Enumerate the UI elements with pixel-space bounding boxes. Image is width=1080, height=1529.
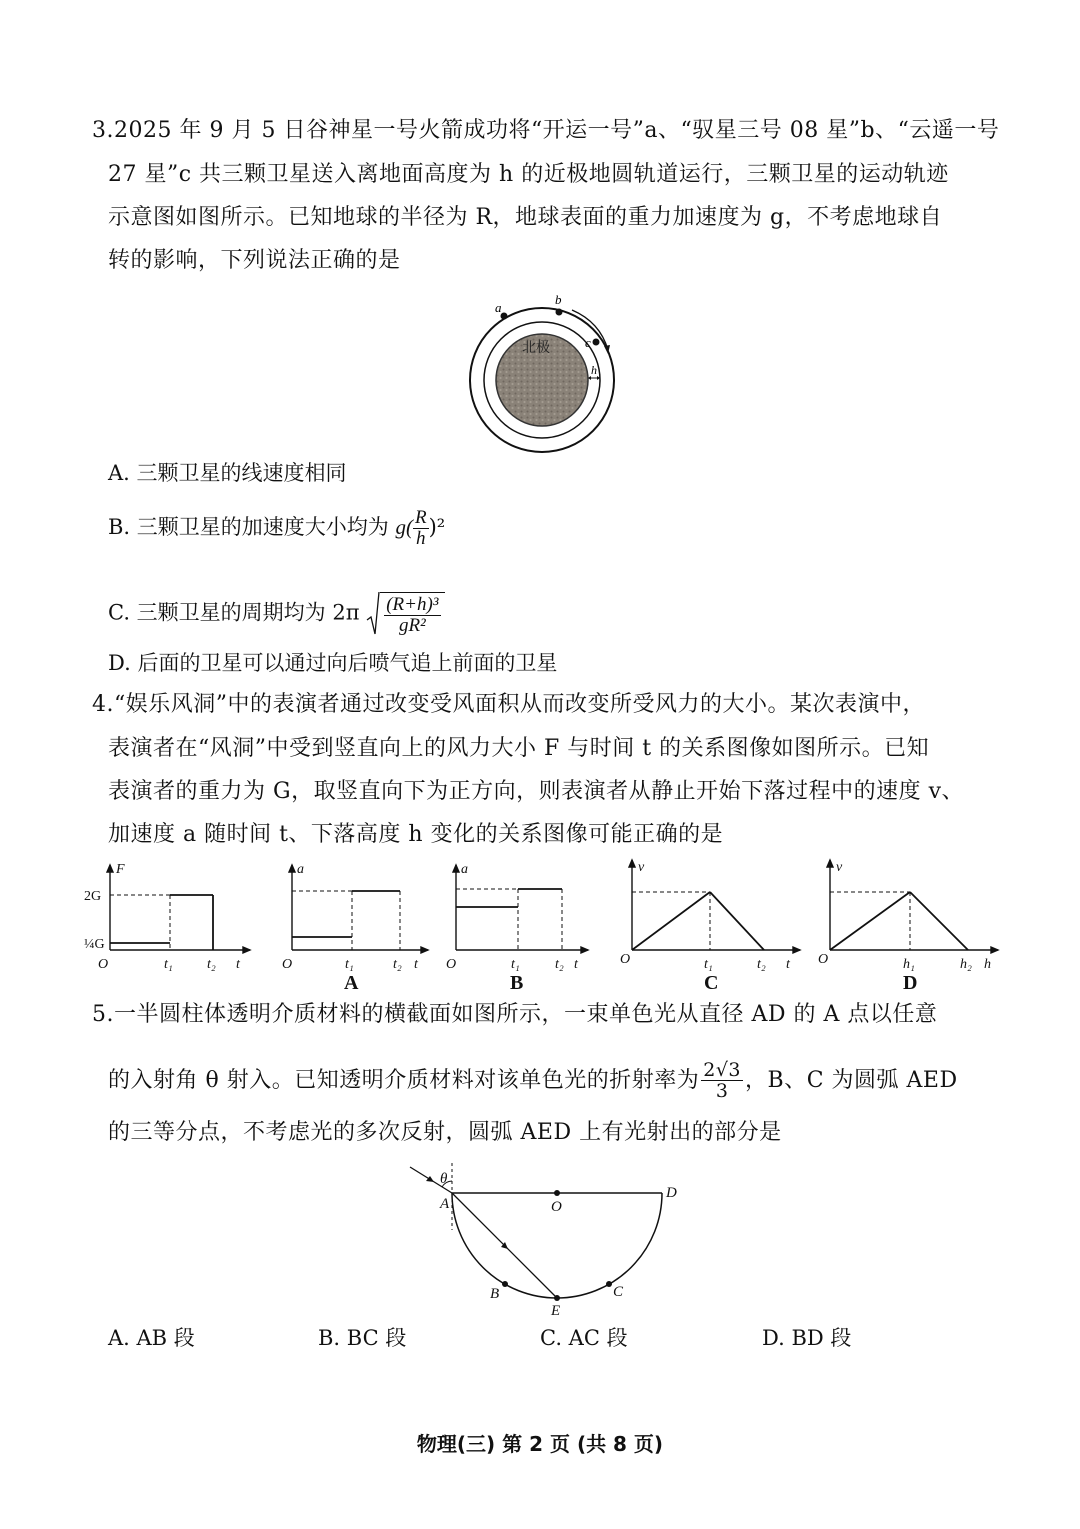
- q4-line-2: 表演者在“风洞”中受到竖直向上的风力大小 F 与时间 t 的关系图像如图所示。已知: [108, 736, 930, 761]
- sqrt-sign-icon: [366, 590, 380, 638]
- graph-c-y-label: v: [638, 860, 645, 875]
- page-footer: 物理(三) 第 2 页 (共 8 页): [416, 1432, 664, 1456]
- graph-a-x-label: t: [414, 957, 418, 972]
- graph-force-y-label: F: [116, 862, 125, 877]
- q5-refractive-index: [701, 1060, 743, 1101]
- satellite-c: [593, 339, 600, 346]
- q3-option-c-text: C. 三颗卫星的周期均为: [108, 600, 326, 625]
- graph-c-t1: t₁: [704, 957, 713, 972]
- graph-a-origin: O: [282, 957, 293, 972]
- graph-force-t1: t₁: [164, 957, 173, 972]
- q3-option-c: [108, 590, 445, 638]
- q4-line-3: 表演者的重力为 G，取竖直向下为正方向，则表演者从静止开始下落过程中的速度 v、: [108, 779, 964, 804]
- label-c: c: [585, 335, 591, 350]
- graph-b-caption: B: [510, 972, 524, 994]
- orbit-figure: [460, 290, 640, 460]
- graph-a: [289, 865, 428, 953]
- q3-option-b-suffix: )²: [428, 515, 446, 539]
- label-b: b: [555, 292, 562, 307]
- graph-d-origin: O: [818, 952, 829, 967]
- q3-option-b-num: R: [414, 507, 427, 528]
- graph-b-x-label: t: [574, 957, 578, 972]
- label-point-d: D: [666, 1185, 677, 1201]
- q4-graphs: [80, 855, 1010, 985]
- graph-force-2g: 2G: [84, 889, 102, 904]
- q5-option-b: B. BC 段: [318, 1326, 407, 1350]
- q3-option-b-fraction: [413, 508, 429, 549]
- label-h: h: [591, 363, 597, 377]
- earth-label: 北极: [522, 341, 550, 356]
- graph-b-origin: O: [446, 957, 457, 972]
- q3-option-b-g: g(: [395, 515, 413, 539]
- graph-a-caption: A: [344, 972, 359, 994]
- q5-option-d: D. BD 段: [762, 1326, 852, 1350]
- q5-line-2-suffix: ，B、C 为圆弧 AED: [745, 1067, 958, 1093]
- q3-line-2: 27 星”c 共三颗卫星送入离地面高度为 h 的近极地圆轨道运行，三颗卫星的运动轨迹: [108, 162, 949, 187]
- q3-option-c-coef: 2π: [332, 600, 360, 625]
- graph-c-origin: O: [620, 952, 631, 967]
- graph-a-t2: t₂: [393, 957, 402, 972]
- graph-d-h2: h₂: [960, 957, 972, 972]
- graph-force-quarter-g: ¼G: [84, 937, 105, 952]
- graph-c: [629, 860, 800, 953]
- graph-b-t1: t₁: [511, 957, 520, 972]
- satellite-a: [501, 313, 508, 320]
- graph-d-x-label: h: [984, 957, 991, 972]
- q5-line-3: 的三等分点，不考虑光的多次反射，圆弧 AED 上有光射出的部分是: [108, 1120, 782, 1145]
- graph-d-h1: h₁: [903, 957, 915, 972]
- q5-line-2-text: 的入射角 θ 射入。已知透明介质材料对该单色光的折射率为: [108, 1067, 700, 1093]
- label-point-e: E: [551, 1303, 561, 1319]
- q3-option-c-den: gR²: [398, 615, 426, 636]
- q4-line-1: 4.“娱乐风洞”中的表演者通过改变受风面积从而改变所受风力的大小。某次表演中，: [92, 692, 925, 717]
- graph-force-t2: t₂: [207, 957, 216, 972]
- q3-line-3: 示意图如图所示。已知地球的半径为 R，地球表面的重力加速度为 g，不考虑地球自: [108, 205, 943, 230]
- q3-line-4: 转的影响，下列说法正确的是: [108, 248, 401, 273]
- q5-line-1: 5.一半圆柱体透明介质材料的横截面如图所示，一束单色光从直径 AD 的 A 点以任意: [92, 1002, 938, 1027]
- semicircle-figure: [400, 1155, 700, 1325]
- label-a: a: [495, 300, 502, 315]
- q3-option-b: [108, 508, 445, 549]
- label-point-c: C: [613, 1284, 624, 1300]
- graph-d-caption: D: [903, 972, 918, 994]
- graph-force-origin: O: [98, 957, 109, 972]
- graph-force: [107, 865, 250, 953]
- satellite-b: [556, 309, 563, 316]
- label-theta: θ: [440, 1171, 448, 1187]
- q3-option-b-text: B. 三颗卫星的加速度大小均为: [108, 515, 389, 539]
- graph-a-t1: t₁: [345, 957, 354, 972]
- graph-d-y-label: v: [836, 860, 843, 875]
- q3-option-a: A. 三颗卫星的线速度相同: [108, 461, 347, 485]
- q3-option-d: D. 后面的卫星可以通过向后喷气追上前面的卫星: [108, 651, 558, 675]
- label-point-o: O: [551, 1199, 562, 1215]
- graph-c-caption: C: [704, 972, 719, 994]
- q3-option-c-num: (R+h)³: [386, 594, 439, 615]
- graph-c-t2: t₂: [757, 957, 766, 972]
- q4-line-4: 加速度 a 随时间 t、下落高度 h 变化的关系图像可能正确的是: [108, 822, 724, 847]
- graph-b: [453, 865, 588, 953]
- label-point-b: B: [490, 1286, 500, 1302]
- graph-b-y-label: a: [461, 862, 468, 877]
- q5-line-2: [108, 1060, 958, 1101]
- graph-force-x-label: t: [236, 957, 240, 972]
- graph-d: [827, 860, 998, 953]
- q5-refractive-num: 2√3: [703, 1059, 742, 1081]
- q3-option-b-den: h: [416, 528, 426, 549]
- q5-option-c: C. AC 段: [540, 1326, 628, 1350]
- graph-c-x-label: t: [786, 957, 790, 972]
- label-point-a: A: [440, 1196, 450, 1212]
- graph-a-y-label: a: [297, 862, 304, 877]
- graph-b-t2: t₂: [555, 957, 564, 972]
- q3-option-c-fraction: [380, 592, 444, 636]
- q5-refractive-den: 3: [715, 1080, 729, 1102]
- q5-option-a: A. AB 段: [108, 1326, 195, 1350]
- q3-line-1: 3.2025 年 9 月 5 日谷神星一号火箭成功将“开运一号”a、“驭星三号 08 星”b、“云遥一号: [92, 118, 1000, 143]
- q3-option-c-sqrt: [366, 590, 444, 638]
